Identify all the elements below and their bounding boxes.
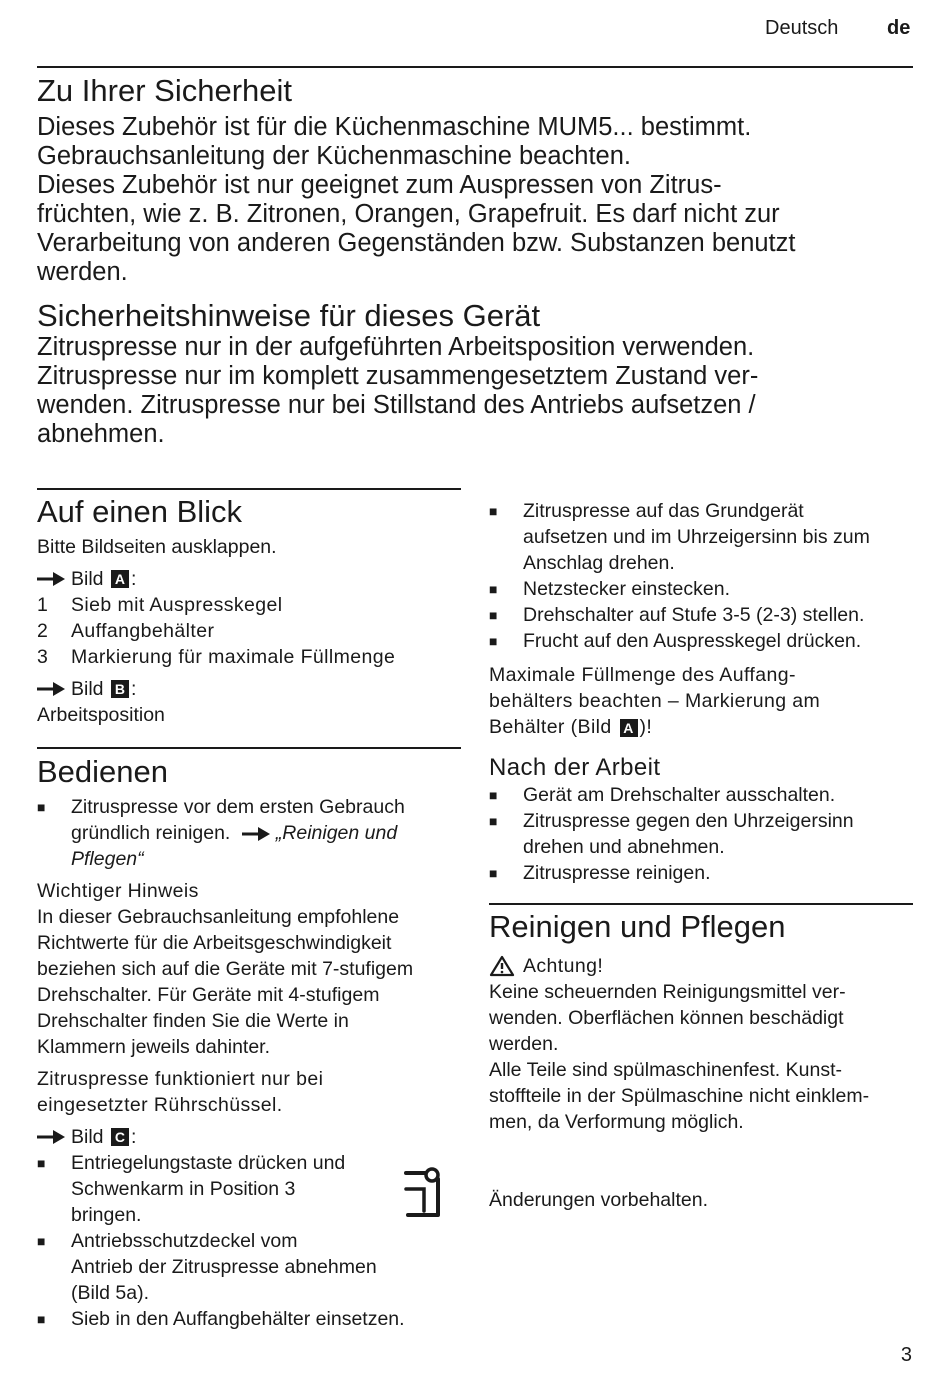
list-item	[489, 628, 914, 654]
bullet-text: Zitruspresse reinigen.	[523, 862, 711, 884]
clean-line: men, da Verformung möglich.	[489, 1111, 744, 1133]
list-item	[489, 576, 914, 602]
warning-line	[489, 953, 914, 979]
bullet-text: Antriebsschutzdeckel vom	[71, 1230, 298, 1252]
clean-section	[489, 909, 914, 1213]
figure-letter-box: A	[620, 719, 638, 737]
operate-title: Bedienen	[37, 754, 169, 789]
safety-line: werden.	[37, 258, 128, 286]
header-rule	[37, 66, 913, 68]
safety-title: Zu Ihrer Sicherheit	[37, 73, 292, 108]
arrow-right-icon	[37, 682, 65, 696]
safety-line: Verarbeitung von anderen Gegenständen bzw. Substanzen benutzt	[37, 229, 796, 257]
bullet-text: Zitruspresse vor dem ersten Gebrauch	[71, 796, 405, 818]
bullet-text: Antrieb der Zitruspresse abnehmen	[71, 1256, 377, 1278]
list-item	[37, 1306, 462, 1332]
language-code: de	[887, 17, 911, 39]
item-number: 2	[37, 620, 49, 642]
bullet-square-icon: ■	[37, 799, 46, 815]
list-item	[489, 602, 914, 628]
figure-letter-box: C	[111, 1128, 129, 1146]
safety-line: Gebrauchsanleitung der Küchenmaschine beachten.	[37, 142, 631, 170]
safety-subline: Zitruspresse nur in der aufgeführten Arbeitsposition verwenden.	[37, 333, 755, 361]
safety-line: Dieses Zubehör ist nur geeignet zum Auspressen von Zitrus-	[37, 171, 722, 199]
figure-letter-box: B	[111, 680, 129, 698]
safety-subline: wenden. Zitruspresse nur bei Stillstand des Antriebs aufsetzen /	[37, 391, 756, 419]
bullet-text: Entriegelungstaste drücken und	[71, 1152, 346, 1174]
list-item	[37, 1228, 462, 1306]
clean-line: wenden. Oberflächen können beschädigt	[489, 1007, 844, 1029]
bullet-square-icon: ■	[37, 1233, 46, 1249]
figure-reference-b: Bild B :	[37, 676, 462, 702]
safety-subtitle: Sicherheitshinweise für dieses Gerät	[37, 298, 541, 333]
bullet-square-icon: ■	[489, 787, 498, 803]
note-title: Wichtiger Hinweis	[37, 880, 199, 902]
clean-line: Alle Teile sind spülmaschinenfest. Kunst-	[489, 1059, 842, 1081]
bullet-text: Anschlag drehen.	[523, 552, 675, 574]
list-item	[489, 782, 914, 808]
list-item	[37, 794, 462, 872]
max-fill-note-last	[489, 714, 914, 740]
bullet-text: bringen.	[71, 1204, 142, 1226]
page-number: 3	[900, 1344, 912, 1366]
figure-letter-box: A	[111, 570, 129, 588]
bullet-square-icon: ■	[489, 865, 498, 881]
safety-subline: abnehmen.	[37, 420, 165, 448]
bullet-text: Drehschalter auf Stufe 3-5 (2-3) stellen.	[523, 604, 865, 626]
warning-triangle-icon	[489, 955, 515, 977]
bullet-text: drehen und abnehmen.	[523, 836, 725, 858]
bullet-text: Frucht auf den Auspresskegel drücken.	[523, 630, 862, 652]
bullet-square-icon: ■	[489, 503, 498, 519]
max-fill-text: Behälter (Bild	[489, 716, 612, 738]
swivel-arm-position-icon	[402, 1165, 442, 1221]
cross-reference: Pflegen“	[71, 848, 144, 870]
bullet-square-icon: ■	[37, 1155, 46, 1171]
list-item	[489, 860, 914, 886]
safety-line: Dieses Zubehör ist für die Küchenmaschine MUM5... bestimmt.	[37, 113, 752, 141]
overview-section	[37, 494, 462, 728]
clean-title: Reinigen und Pflegen	[489, 909, 786, 944]
figure-label: Bild	[71, 1126, 104, 1148]
operate-rule	[37, 747, 461, 749]
safety-section	[37, 74, 917, 449]
figure-reference-c: Bild C :	[37, 1124, 462, 1150]
overview-rule	[37, 488, 461, 490]
arrow-right-icon	[37, 1130, 65, 1144]
note-line: Richtwerte für die Arbeitsgeschwindigkeit	[37, 932, 392, 954]
item-number: 3	[37, 646, 49, 668]
bullet-text: (Bild 5a).	[71, 1282, 150, 1304]
figure-label: Bild	[71, 568, 104, 590]
note-line: Drehschalter finden Sie die Werte in	[37, 1010, 349, 1032]
overview-intro: Bitte Bildseiten ausklappen.	[37, 536, 277, 558]
note-line: beziehen sich auf die Geräte mit 7-stufigem	[37, 958, 414, 980]
list-item	[37, 644, 462, 670]
bullet-square-icon: ■	[489, 607, 498, 623]
after-work-title: Nach der Arbeit	[489, 754, 661, 781]
bullet-square-icon: ■	[489, 581, 498, 597]
cross-reference: „Reinigen und	[275, 822, 398, 844]
note-line: In dieser Gebrauchsanleitung empfohlene	[37, 906, 400, 928]
item-number: 1	[37, 594, 49, 616]
clean-line: stoffteile in der Spülmaschine nicht einklem-	[489, 1085, 870, 1107]
bullet-text-line	[71, 820, 462, 846]
arrow-right-icon	[242, 827, 270, 841]
max-fill-note: behälters beachten – Markierung am	[489, 690, 821, 712]
max-fill-note: Maximale Füllmenge des Auffang-	[489, 664, 796, 686]
figure-b-text: Arbeitsposition	[37, 704, 165, 726]
clean-rule	[489, 903, 913, 905]
bullet-text: aufsetzen und im Uhrzeigersinn bis zum	[523, 526, 870, 548]
list-item	[489, 808, 914, 860]
safety-subline: Zitruspresse nur im komplett zusammengesetztem Zustand ver-	[37, 362, 759, 390]
bullet-text: Gerät am Drehschalter ausschalten.	[523, 784, 836, 806]
bullet-square-icon: ■	[37, 1311, 46, 1327]
clean-line: werden.	[489, 1033, 559, 1055]
item-text: Markierung für maximale Füllmenge	[71, 646, 396, 668]
bullet-text: Zitruspresse auf das Grundgerät	[523, 500, 804, 522]
bullet-square-icon: ■	[489, 633, 498, 649]
overview-title: Auf einen Blick	[37, 494, 243, 529]
bowl-note: Zitruspresse funktioniert nur bei	[37, 1068, 324, 1090]
item-text: Sieb mit Auspresskegel	[71, 594, 283, 616]
note-line: Klammern jeweils dahinter.	[37, 1036, 271, 1058]
bullet-text: Schwenkarm in Position 3	[71, 1178, 296, 1200]
bullet-text: Netzstecker einstecken.	[523, 578, 731, 600]
bullet-square-icon: ■	[489, 813, 498, 829]
list-item	[37, 618, 462, 644]
figure-label: Bild	[71, 678, 104, 700]
item-text: Auffangbehälter	[71, 620, 215, 642]
operate-continued	[489, 498, 914, 886]
language-label: Deutsch	[765, 17, 839, 39]
list-item	[37, 1150, 462, 1228]
safety-line: früchten, wie z. B. Zitronen, Orangen, Grapefruit. Es darf nicht zur	[37, 200, 780, 228]
warning-text: Achtung!	[523, 955, 604, 977]
list-item	[37, 592, 462, 618]
bullet-text: Sieb in den Auffangbehälter einsetzen.	[71, 1308, 405, 1330]
bowl-note: eingesetzter Rührschüssel.	[37, 1094, 283, 1116]
max-fill-text: )!	[639, 716, 653, 738]
changes-reserved-note: Änderungen vorbehalten.	[489, 1189, 709, 1211]
list-item	[489, 498, 914, 576]
arrow-right-icon	[37, 572, 65, 586]
bullet-text: gründlich reinigen.	[71, 822, 231, 844]
clean-line: Keine scheuernden Reinigungsmittel ver-	[489, 981, 846, 1003]
figure-reference-a: Bild A :	[37, 566, 462, 592]
note-line: Drehschalter. Für Geräte mit 4-stufigem	[37, 984, 380, 1006]
bullet-text: Zitruspresse gegen den Uhrzeigersinn	[523, 810, 854, 832]
operate-section	[37, 754, 462, 1332]
